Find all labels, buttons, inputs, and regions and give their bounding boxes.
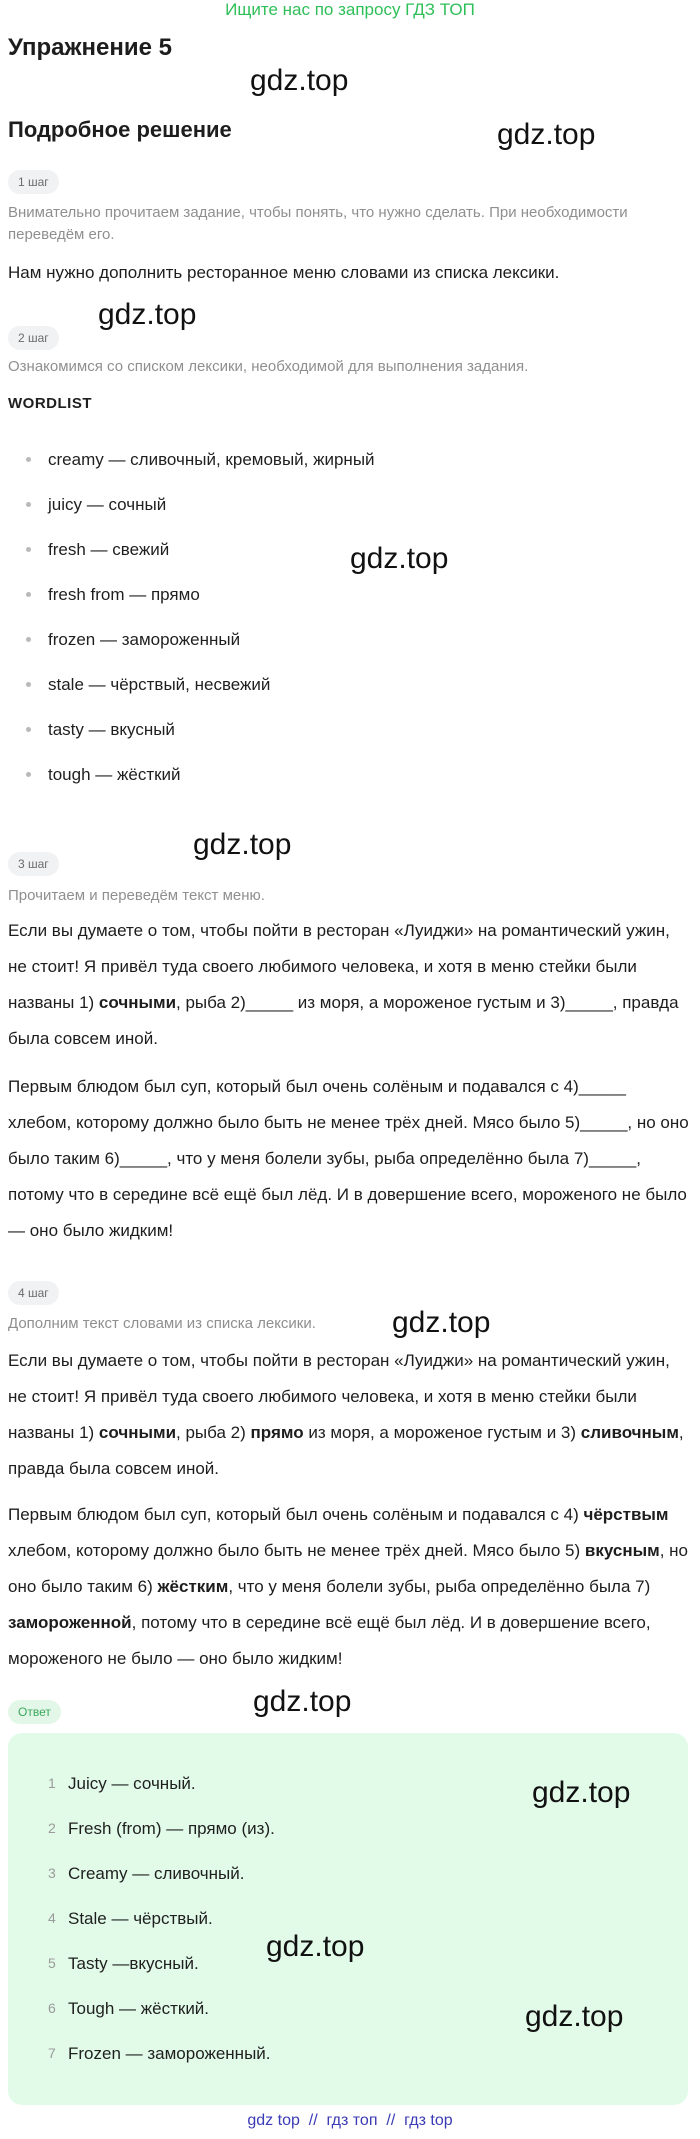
bullet-icon: [26, 727, 31, 732]
bullet-icon: [26, 682, 31, 687]
answer-item: 1 Juicy — сочный.: [48, 1774, 196, 1793]
bullet-icon: [26, 547, 31, 552]
list-item: creamy — сливочный, кремовый, жирный: [0, 437, 700, 482]
filled-text-paragraph: Первым блюдом был суп, который был очень солёным и подавался с 4) чёрствым хлебом, которому должно было быть не менее трёх дней. Мясо было 5) вкусным, но оно было таким 6) жёстким, что у меня болели зубы, рыба определённо была 7) замороженной, потому что в середине всё ещё был лёд. И в довершение всего, мороженого не было — оно было жидким!: [8, 1505, 688, 1668]
answer-badge: Ответ: [8, 1700, 61, 1724]
watermark: gdz.top: [250, 64, 349, 97]
list-item: fresh from — прямо: [0, 572, 700, 617]
answer-item: 3 Creamy — сливочный.: [48, 1864, 245, 1883]
watermark: gdz.top: [193, 828, 292, 861]
list-item: tasty — вкусный: [0, 707, 700, 752]
list-item: stale — чёрствый, несвежий: [0, 662, 700, 707]
watermark: gdz.top: [253, 1685, 352, 1718]
step-badge: 2 шаг: [8, 326, 59, 350]
step-note: Ознакомимся со списком лексики, необходимой для выполнения задания.: [8, 358, 529, 375]
step-note: Внимательно прочитаем задание, чтобы понять, что нужно сделать. При необходимости переведём его.: [8, 204, 628, 243]
bullet-icon: [26, 457, 31, 462]
answer-item: 6 Tough — жёсткий.: [48, 1999, 210, 2018]
filled-text-paragraph: Если вы думаете о том, чтобы пойти в ресторан «Луиджи» на романтический ужин, не стоит! Я привёл туда своего любимого человека, и хотя в меню стейки были названы 1) сочными, рыба 2) прямо из моря, а мороженое густым и 3) сливочным, правда была совсем иной.: [8, 1351, 684, 1478]
watermark: gdz.top: [497, 118, 596, 151]
bullet-icon: [26, 637, 31, 642]
answer-item: 4 Stale — чёрствый.: [48, 1909, 213, 1928]
watermark: gdz.top: [98, 298, 197, 331]
answer-item: 5 Tasty —вкусный.: [48, 1954, 199, 1973]
menu-text-paragraph: Если вы думаете о том, чтобы пойти в ресторан «Луиджи» на романтический ужин, не стоит! Я привёл туда своего любимого человека, и хотя в меню стейки были названы 1) сочными, рыба 2)_____ из моря, а мороженое густым и 3)_____, правда была совсем иной.: [8, 921, 679, 1048]
section-title: Подробное решение: [8, 117, 232, 142]
bullet-icon: [26, 772, 31, 777]
list-item: tough — жёсткий: [0, 752, 700, 797]
page-title: Упражнение 5: [8, 34, 172, 61]
step-text: Нам нужно дополнить ресторанное меню словами из списка лексики.: [8, 263, 560, 282]
step-badge: 1 шаг: [8, 170, 59, 194]
watermark: gdz.top: [532, 1776, 631, 1809]
footer-links[interactable]: gdz top // гдз топ // гдз top: [247, 2112, 453, 2129]
wordlist: [0, 437, 700, 797]
watermark: gdz.top: [392, 1306, 491, 1339]
list-item: frozen — замороженный: [0, 617, 700, 662]
answer-item: 2 Fresh (from) — прямо (из).: [48, 1819, 275, 1838]
wordlist-title: WORDLIST: [8, 395, 92, 412]
watermark: gdz.top: [350, 542, 449, 575]
bullet-icon: [26, 592, 31, 597]
step-note: Дополним текст словами из списка лексики.: [8, 1315, 316, 1332]
list-item: fresh — свежий: [0, 527, 700, 572]
menu-text-paragraph: Первым блюдом был суп, который был очень солёным и подавался с 4)_____ хлебом, которому должно было быть не менее трёх дней. Мясо было 5)_____, но оно было таким 6)_____, что у меня болели зубы, рыба определённо была 7)_____, потому что в середине всё ещё был лёд. И в довершение всего, мороженого не было — оно было жидким!: [8, 1077, 689, 1240]
step-note: Прочитаем и переведём текст меню.: [8, 887, 265, 904]
bullet-icon: [26, 502, 31, 507]
list-item: juicy — сочный: [0, 482, 700, 527]
step-badge: 4 шаг: [8, 1281, 59, 1305]
step-badge: 3 шаг: [8, 852, 59, 876]
answer-item: 7 Frozen — замороженный.: [48, 2044, 271, 2063]
watermark: gdz.top: [266, 1930, 365, 1963]
watermark: gdz.top: [525, 2000, 624, 2033]
search-banner[interactable]: Ищите нас по запросу ГДЗ ТОП: [225, 0, 475, 19]
